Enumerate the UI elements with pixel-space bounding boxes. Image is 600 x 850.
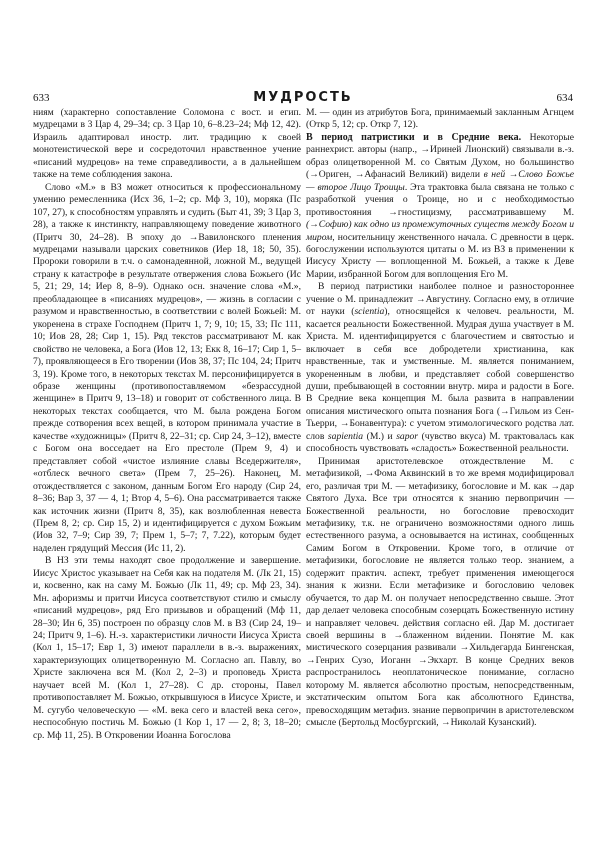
text-run: (М.) и: [363, 430, 397, 442]
paragraph: [306, 132, 574, 281]
italic-text: sapientia: [327, 430, 364, 442]
paragraph: [33, 182, 301, 556]
text-run: , носительницу женственного начала. С древности в церк. богослужении используются цитаты о М. из ВЗ в применении к Иисусу Христу — воплощенной М. Божьей, а также к Деве Марии, избранной Богом для воплощения Его М.: [306, 231, 574, 280]
page-number-left: 633: [33, 92, 50, 104]
running-title: МУДРОСТЬ: [253, 90, 353, 105]
text-run: (чувство вкуса) М. трактовалась как способность чувствовать «сладость» Божественной реальности.: [306, 430, 574, 455]
italic-text: sapor: [396, 430, 419, 442]
text-run: Некоторые раннехрист. авторы (напр., →Ириней Лионский) связывали в.-з. образ олицетворенной М. со Святым Духом, но большинство (→Ориген, →Афанасий Великий) видели: [306, 131, 574, 181]
text-run: В НЗ эти темы находят свое продолжение и завершение. Иисус Христос указывает на Себя как на подателя М. (Лк 21, 15) и, косвенно, как на саму М. Божью (Лк 11, 49; ср. Мф 23, 34). Мн. афоризмы и притчи Иисуса соответствуют стилю и смыслу «писаний мудрецов», ряд Его призывов и обращений (Мф 11, 28–30; Ин 6, 35) построен по образцу слов М. в ВЗ (Сир 24, 19–24; Притч 9, 1–6). Н.-з. характеристики личности Иисуса Христа (Кол 1, 15–17; Евр 1, 3) имеют параллели в в.-з. выражениях, характеризующих олицетворенную М. Согласно ап. Павлу, во Христе заключена вся М. (Кол 2, 2–3) и проповедь Христа научает всей М. (Кол 1, 27–28). С др. стороны, Павел противопоставляет М. Божью, открывшуюся в Иисусе Христе, и М. сугубо человеческую — «М. века сего и властей века сего», неспособную постичь М. Божью (1 Кор 1, 17 — 2, 8; 3, 18–20; ср. Мф 11, 25). В Откровении Иоанна Богослова: [33, 555, 301, 741]
paragraph: [306, 456, 574, 730]
text-run: ), относящейся к человеч. реальности, М. касается реальности Божественной. Мудрая душа участвует в М. Христа. М. идентифицируется с благочестием и святостью и включает в себя все добродетели христианина, как нравственные, так и умственные. М. является пониманием, укорененным в любви, и представляет собой совершенство души, пребывающей в состоянии внутр. мира и радости в Боге. В Средние века концепция М. была развита в направлении описания мистического опыта познания Бога (→Гильом из Сен-Тьерри, →Бонавентура): с учетом этимологического родства лат. слов: [306, 306, 575, 442]
right-column: [306, 107, 574, 730]
left-column: [33, 107, 301, 742]
italic-text: в ней →Слово Божье — второе Лицо Троицы: [306, 169, 574, 193]
text-run: Слово «М.» в ВЗ может относиться к профессиональному умению ремесленника (Исх 36, 1–2; ср. Мф 3, 10), моряка (Пс 107, 27), к способностям управлять и судить (Быт 41, 39; 3 Цар 3, 28), а также к инстинкту, направляющему поведение животного (Притч 30, 24–28). В эпоху до →Вавилонского пленения мудрецами называли царских советников (Иер 18, 18; 50, 35). Пророки говорили в т.ч. о самонадеянной, ложной М., ведущей страну к катастрофе в результате отвержения слова Божьего (Ис 5, 21; 29, 14; Иер 8, 8–9). Однако осн. значение слова «М.», преобладающее в «писаниях мудрецов», — жизнь в согласии с разумом и нравственностью, в соответствии с волей Божьей: М. укоренена в страхе Господнем (Притч 1, 7; 9, 10; 15, 33; Пс 111, 10; Иов 28, 28; Сир 1, 15). Ряд текстов рассматривают М. как свойство не человека, а Бога (Иов 12, 13; Екк 8, 16–17; Сир 1, 5–7), проявляющееся в Его творении (Иов 38, 37; Пс 104, 24; Притч 3, 19). Кроме того, в некоторых текстах М. персонифицируется в образе женщины (противопоставляемом «безрассудной женщине» в Притч 9, 13–18) и говорит от собственного лица. В некоторых текстах сообщается, что М. была рождена Богом прежде сотворения всех вещей, в котором принимала участие в качестве «художницы» (Притч 8, 22–31; ср. Сир 24, 3–12), вместе с Богом она восседает на Его престоле (Прем 9, 4) и представляет собой «чистое излияние славы Вседержителя», «отблеск вечного света» (Прем 7, 25–26). Наконец, М. отождествляется с законом, данным Богом Его народу (Сир 24, 8–36; Вар 3, 37 — 4, 1; Втор 4, 5–6). Она рассматривается также как источник жизни (Притч 8, 35), как возлюбленная невеста (Прем 8, 2; ср. Сир 15, 2) и идентифицируется с духом Божьим (Иов 32, 7–9; Сир 39, 7; Прем 1, 5–7; 7, 7.22), которым будет наделен грядущий Мессия (Ис 11, 2).: [33, 181, 301, 554]
text-run: В период патристики наиболее полное и разностороннее учение о М. принадлежит →Августину. Согласно ему, в отличие от науки (: [306, 281, 574, 318]
text-run: . Эта трактовка была связана не только с разработкой учения о Троице, но и с необходимостью противостояния →гностицизму, рассматривавшему М.: [306, 181, 574, 218]
running-header: [33, 92, 573, 108]
page-number-right: 634: [556, 92, 573, 104]
text-run: ниям (характерно сопоставление Соломона с вост. и егип. мудрецами в 3 Цар 4, 29–34; ср. 3 Цар 10, 6–8.23–24; Мф 12, 42). Израиль адаптировал иностр. лит. традицию к своей монотеистической вере и сосредоточил нравственное учение «писаний мудрецов» на теме справедливости, а в дальнейшем также на теме соблюдения закона.: [33, 107, 301, 181]
italic-text: (→Софию) как одно из промежуточных существ между Богом и миром: [306, 219, 574, 243]
text-run: Принимая аристотелевское отождествление М. с метафизикой, →Фома Аквинский в то же время модифицировал его, различая три М. — метафизику, богословие и М. как →дар Святого Духа. Все три относятся к знанию первопричин — Божественной реальности, но богословие превосходит метафизику, т.к. не ограничено возможностями одного лишь естественного разума, а основывается на истинах, сообщенных Самим Богом в Откровении. Кроме того, в отличие от метафизики, богословие не является только теор. знанием, а содержит практич. аспект, требует применения имеющегося знания к жизни. Если метафизике и богословию человек обучается, то дар М. он получает непосредственно свыше. Этот дар делает человека способным созерцать Божественную истину и направляет человеч. действия согласно ей. Дар М. достигает своей вершины в →блаженном ви́дении. Понятие М. как мистического созерцания развивали →Хильдегарда Бингенская, →Генрих Сузо, Иоганн →Экхарт. В конце Средних веков распространилось неоплатоническое понимание, согласно которому М. является абсолютно простым, непосредственным, экстатическим опытом Бога как абсолютного Единства, превосходящим метафиз. знание первопричин в аристотелевском смысле (Бертольд Мосбургский, →Николай Кузанский).: [306, 455, 574, 729]
italic-text: scientia: [354, 306, 385, 318]
paragraph: [306, 107, 574, 132]
text-run: М. — один из атрибутов Бога, принимаемый закланным Агнцем (Откр 5, 12; ср. Откр 7, 12).: [306, 107, 574, 131]
section-heading: В период патристики и в Средние века.: [306, 131, 522, 143]
paragraph: [33, 555, 301, 742]
paragraph: [33, 107, 301, 182]
paragraph: [306, 281, 574, 455]
